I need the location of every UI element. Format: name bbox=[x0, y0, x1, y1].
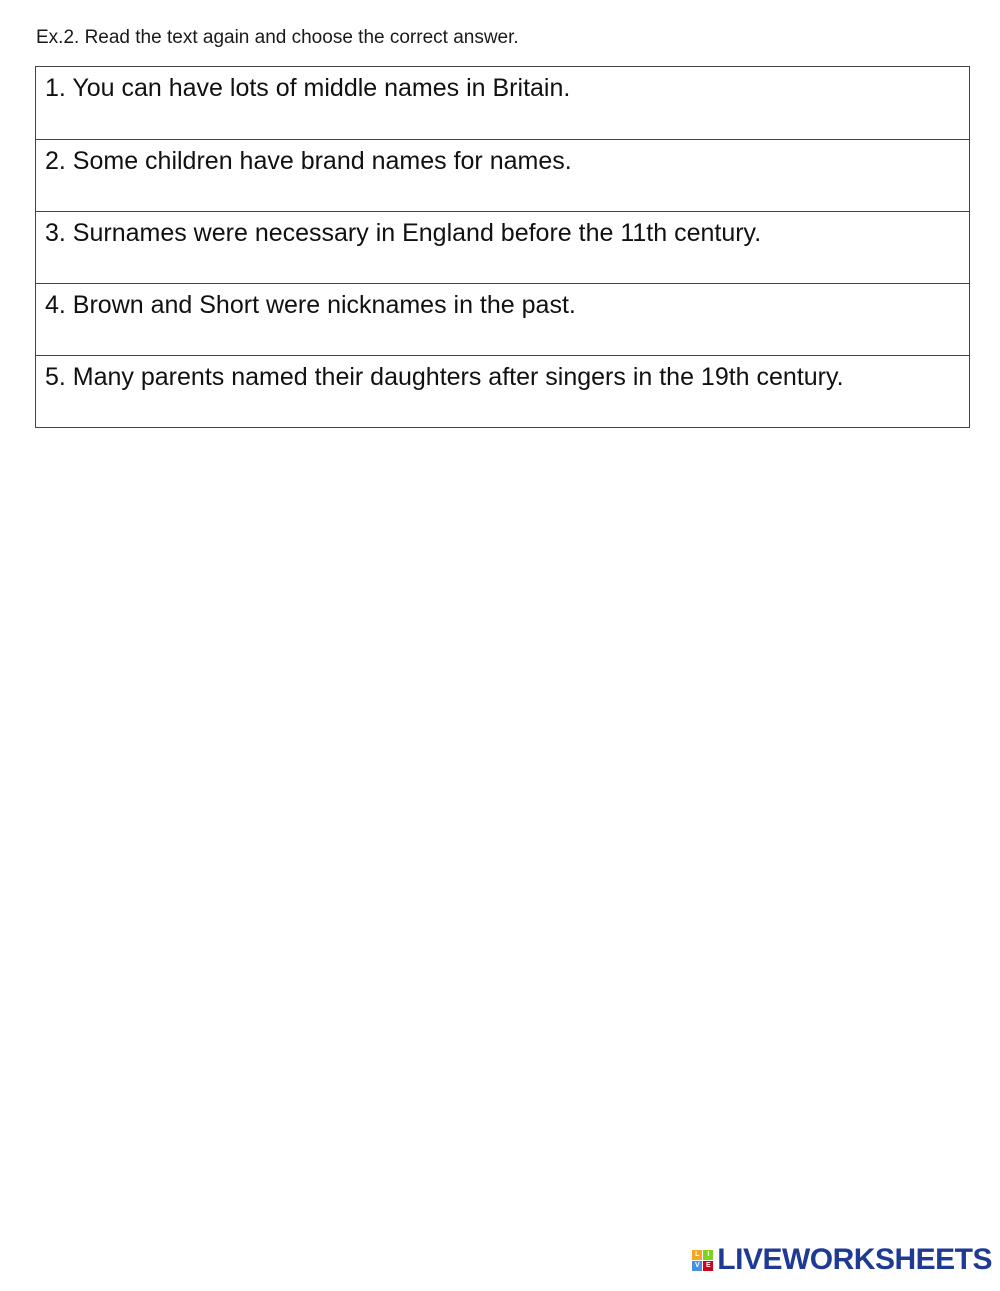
logo-block-e: E bbox=[703, 1261, 713, 1271]
question-row-1[interactable]: 1. You can have lots of middle names in Britain. bbox=[45, 74, 571, 102]
logo-blocks-icon bbox=[692, 1250, 713, 1271]
question-table bbox=[35, 66, 970, 428]
exercise-instruction: Ex.2. Read the text again and choose the correct answer. bbox=[36, 27, 519, 48]
question-row-3[interactable]: 3. Surnames were necessary in England before the 11th century. bbox=[36, 211, 969, 283]
liveworksheets-logo bbox=[692, 1245, 992, 1275]
logo-block-v: V bbox=[692, 1261, 702, 1271]
logo-block-i: I bbox=[703, 1250, 713, 1260]
question-row-2[interactable]: 2. Some children have brand names for names. bbox=[36, 139, 969, 211]
logo-block-l: L bbox=[692, 1250, 702, 1260]
question-row-4[interactable]: 4. Brown and Short were nicknames in the past. bbox=[36, 283, 969, 355]
logo-text: LIVEWORKSHEETS bbox=[717, 1243, 992, 1276]
question-row-5[interactable]: 5. Many parents named their daughters after singers in the 19th century. bbox=[36, 355, 969, 427]
